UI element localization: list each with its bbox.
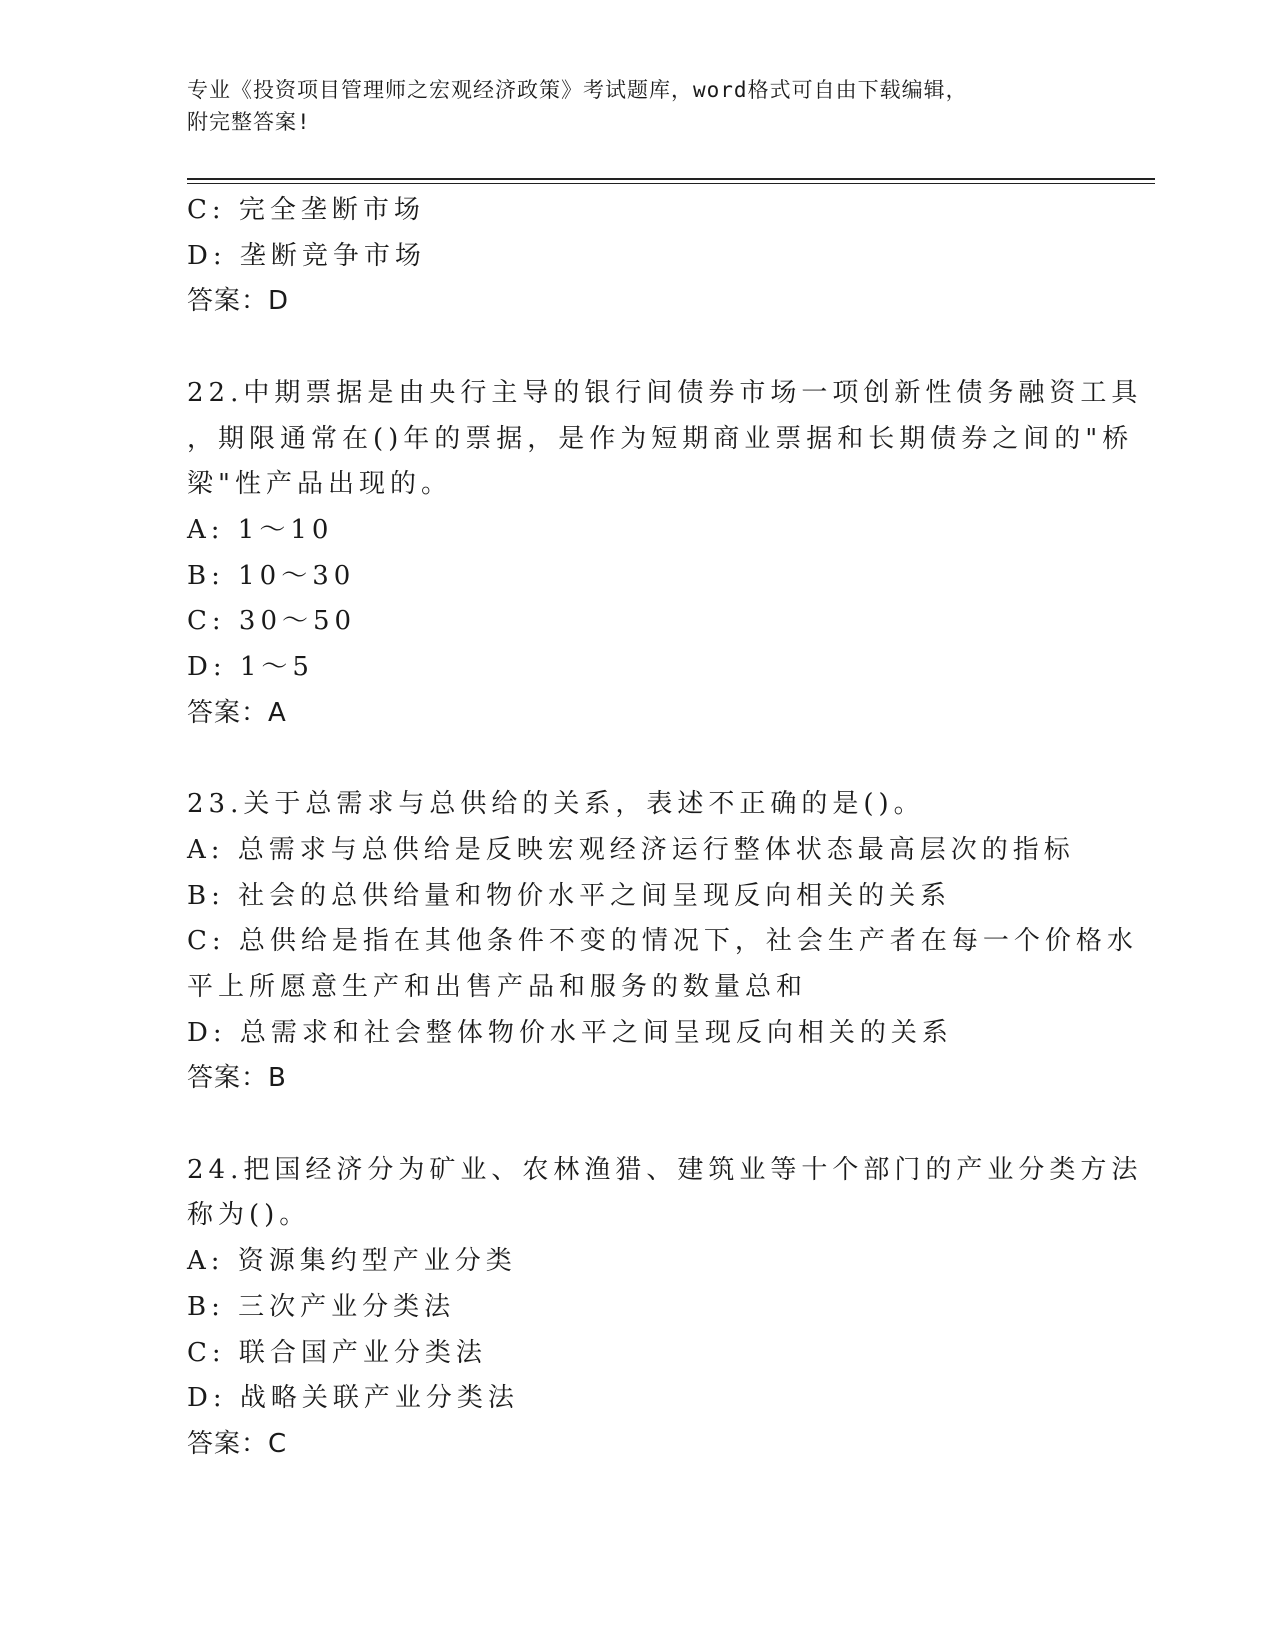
option-a: A: 总需求与总供给是反映宏观经济运行整体状态最高层次的指标 <box>187 834 1075 865</box>
question-stem: 23.关于总需求与总供给的关系，表述不正确的是()。 <box>187 789 925 820</box>
option-b: B: 社会的总供给量和物价水平之间呈现反向相关的关系 <box>187 880 952 911</box>
answer-line: 答案：A <box>187 697 287 728</box>
question-24 <box>187 1148 1143 1468</box>
option-d: D: 战略关联产业分类法 <box>187 1383 519 1414</box>
header-divider-thick <box>187 178 1155 180</box>
option-c: C: 完全垄断市场 <box>187 195 425 225</box>
header-line-2: 附完整答案! <box>187 110 311 134</box>
option-b: B: 三次产业分类法 <box>187 1291 456 1322</box>
question-stem: 22.中期票据是由央行主导的银行间债券市场一项创新性债务融资工具 <box>187 377 1143 408</box>
option-a: A: 1～10 <box>187 514 334 545</box>
option-d: D: 垄断竞争市场 <box>187 240 426 271</box>
question-stem: 24.把国经济分为矿业、农林渔猎、建筑业等十个部门的产业分类方法 <box>187 1154 1143 1185</box>
option-d: D: 1～5 <box>187 652 314 683</box>
option-a: A: 资源集约型产业分类 <box>187 1246 517 1277</box>
question-stem: ，期限通常在()年的票据，是作为短期商业票据和长期债券之间的"桥 <box>187 423 1134 454</box>
option-c: C: 联合国产业分类法 <box>187 1337 487 1368</box>
answer-line: 答案：B <box>187 1063 287 1094</box>
question-stem: 梁"性产品出现的。 <box>187 469 452 500</box>
answer-line: 答案：C <box>187 1428 288 1459</box>
question-23 <box>187 782 1138 1102</box>
header-line-1: 专业《投资项目管理师之宏观经济政策》考试题库，word格式可自由下载编辑， <box>187 78 968 102</box>
header-divider-thin <box>187 183 1155 184</box>
option-b: B: 10～30 <box>187 560 356 591</box>
question-21-continuation <box>187 188 1087 325</box>
document-header <box>187 74 1087 138</box>
document-body <box>187 188 1143 1468</box>
option-d: D: 总需求和社会整体物价水平之间呈现反向相关的关系 <box>187 1017 953 1048</box>
question-stem: 称为()。 <box>187 1200 311 1231</box>
option-c: C: 总供给是指在其他条件不变的情况下，社会生产者在每一个价格水 <box>187 926 1138 957</box>
question-22 <box>187 371 1143 737</box>
option-c: C: 30～50 <box>187 606 357 637</box>
answer-line: 答案：D <box>187 286 290 317</box>
option-c-continued: 平上所愿意生产和出售产品和服务的数量总和 <box>187 971 808 1002</box>
